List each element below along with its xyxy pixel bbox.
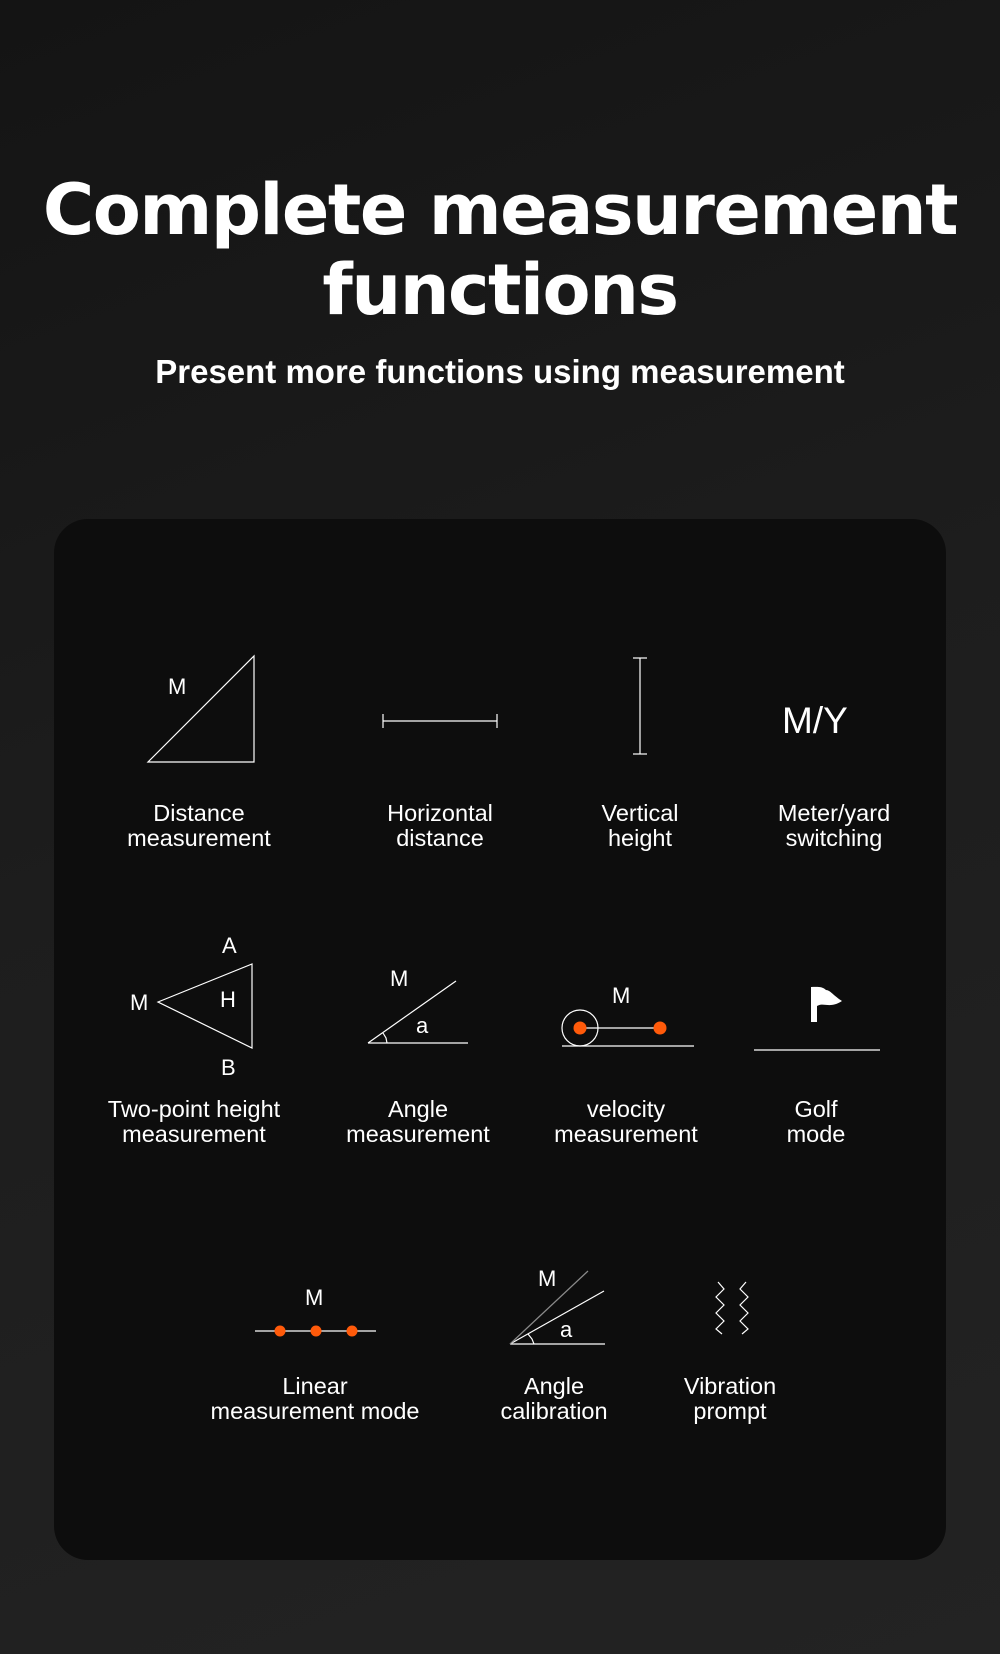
page-title [0, 170, 1000, 330]
feature-label-line-2: mode [786, 1121, 846, 1147]
feature-label-meter-yard [714, 801, 954, 851]
feature-label-line-1: velocity [586, 1096, 666, 1122]
feature-label-line-2: switching [785, 825, 883, 851]
feature-label-line-1: Vertical [601, 800, 679, 826]
feature-label-linear [195, 1374, 435, 1424]
feature-label-distance [79, 801, 319, 851]
two-point-height-icon [130, 929, 260, 1079]
calibration-icon-m-label: M [538, 1266, 557, 1291]
feature-label-line-1: Vibration [683, 1373, 777, 1399]
feature-label-line-1: Meter/yard [777, 800, 891, 826]
distance-icon-m-label: M [168, 674, 187, 699]
features-panel [54, 519, 946, 1560]
feature-label-golf [696, 1097, 936, 1147]
feature-label-line-1: Angle [387, 1096, 449, 1122]
feature-label-line-2: measurement mode [210, 1398, 420, 1424]
horizontal-distance-icon [382, 711, 498, 731]
angle-icon-m-label: M [390, 966, 409, 991]
calibration-icon-a-label: a [560, 1317, 573, 1342]
two-point-icon-h-label: H [220, 987, 236, 1012]
golf-flag-icon [754, 984, 884, 1054]
velocity-icon-m-label: M [612, 983, 631, 1008]
feature-label-line-2: prompt [693, 1398, 767, 1424]
feature-label-line-1: Golf [794, 1096, 838, 1122]
feature-label-line-1: Horizontal [387, 800, 493, 826]
feature-label-line-2: distance [396, 825, 484, 851]
angle-icon-a-label: a [416, 1013, 429, 1038]
feature-label-line-2: height [607, 825, 673, 851]
feature-label-line-2: measurement [127, 825, 271, 851]
page-title-line-1: Complete measurement [42, 169, 958, 251]
two-point-icon-m-label: M [130, 990, 149, 1015]
meter-yard-icon-text: M/Y [782, 700, 848, 741]
vertical-height-icon [630, 657, 650, 755]
meter-yard-icon [780, 697, 860, 747]
vibration-icon [712, 1280, 756, 1336]
page-title-line-2: functions [322, 249, 678, 331]
velocity-measurement-icon [560, 979, 700, 1049]
feature-label-line-2: calibration [500, 1398, 608, 1424]
two-point-icon-b-label: B [221, 1055, 236, 1080]
linear-measurement-icon [254, 1281, 378, 1341]
angle-measurement-icon [366, 959, 476, 1059]
feature-label-line-1: Two-point height [107, 1096, 281, 1122]
distance-measurement-icon [148, 656, 268, 766]
angle-calibration-icon [508, 1263, 618, 1359]
feature-label-line-1: Distance [153, 800, 245, 826]
feature-label-line-2: measurement [122, 1121, 266, 1147]
feature-label-line-2: measurement [346, 1121, 490, 1147]
feature-label-angle [298, 1097, 538, 1147]
feature-label-line-1: Linear [282, 1373, 348, 1399]
feature-label-line-2: measurement [554, 1121, 698, 1147]
feature-label-two-point [74, 1097, 314, 1147]
feature-label-line-1: Angle [523, 1373, 585, 1399]
page-subtitle: Present more functions using measurement [155, 353, 845, 390]
linear-icon-m-label: M [305, 1285, 324, 1310]
feature-label-vibration [610, 1374, 850, 1424]
two-point-icon-a-label: A [222, 933, 237, 958]
